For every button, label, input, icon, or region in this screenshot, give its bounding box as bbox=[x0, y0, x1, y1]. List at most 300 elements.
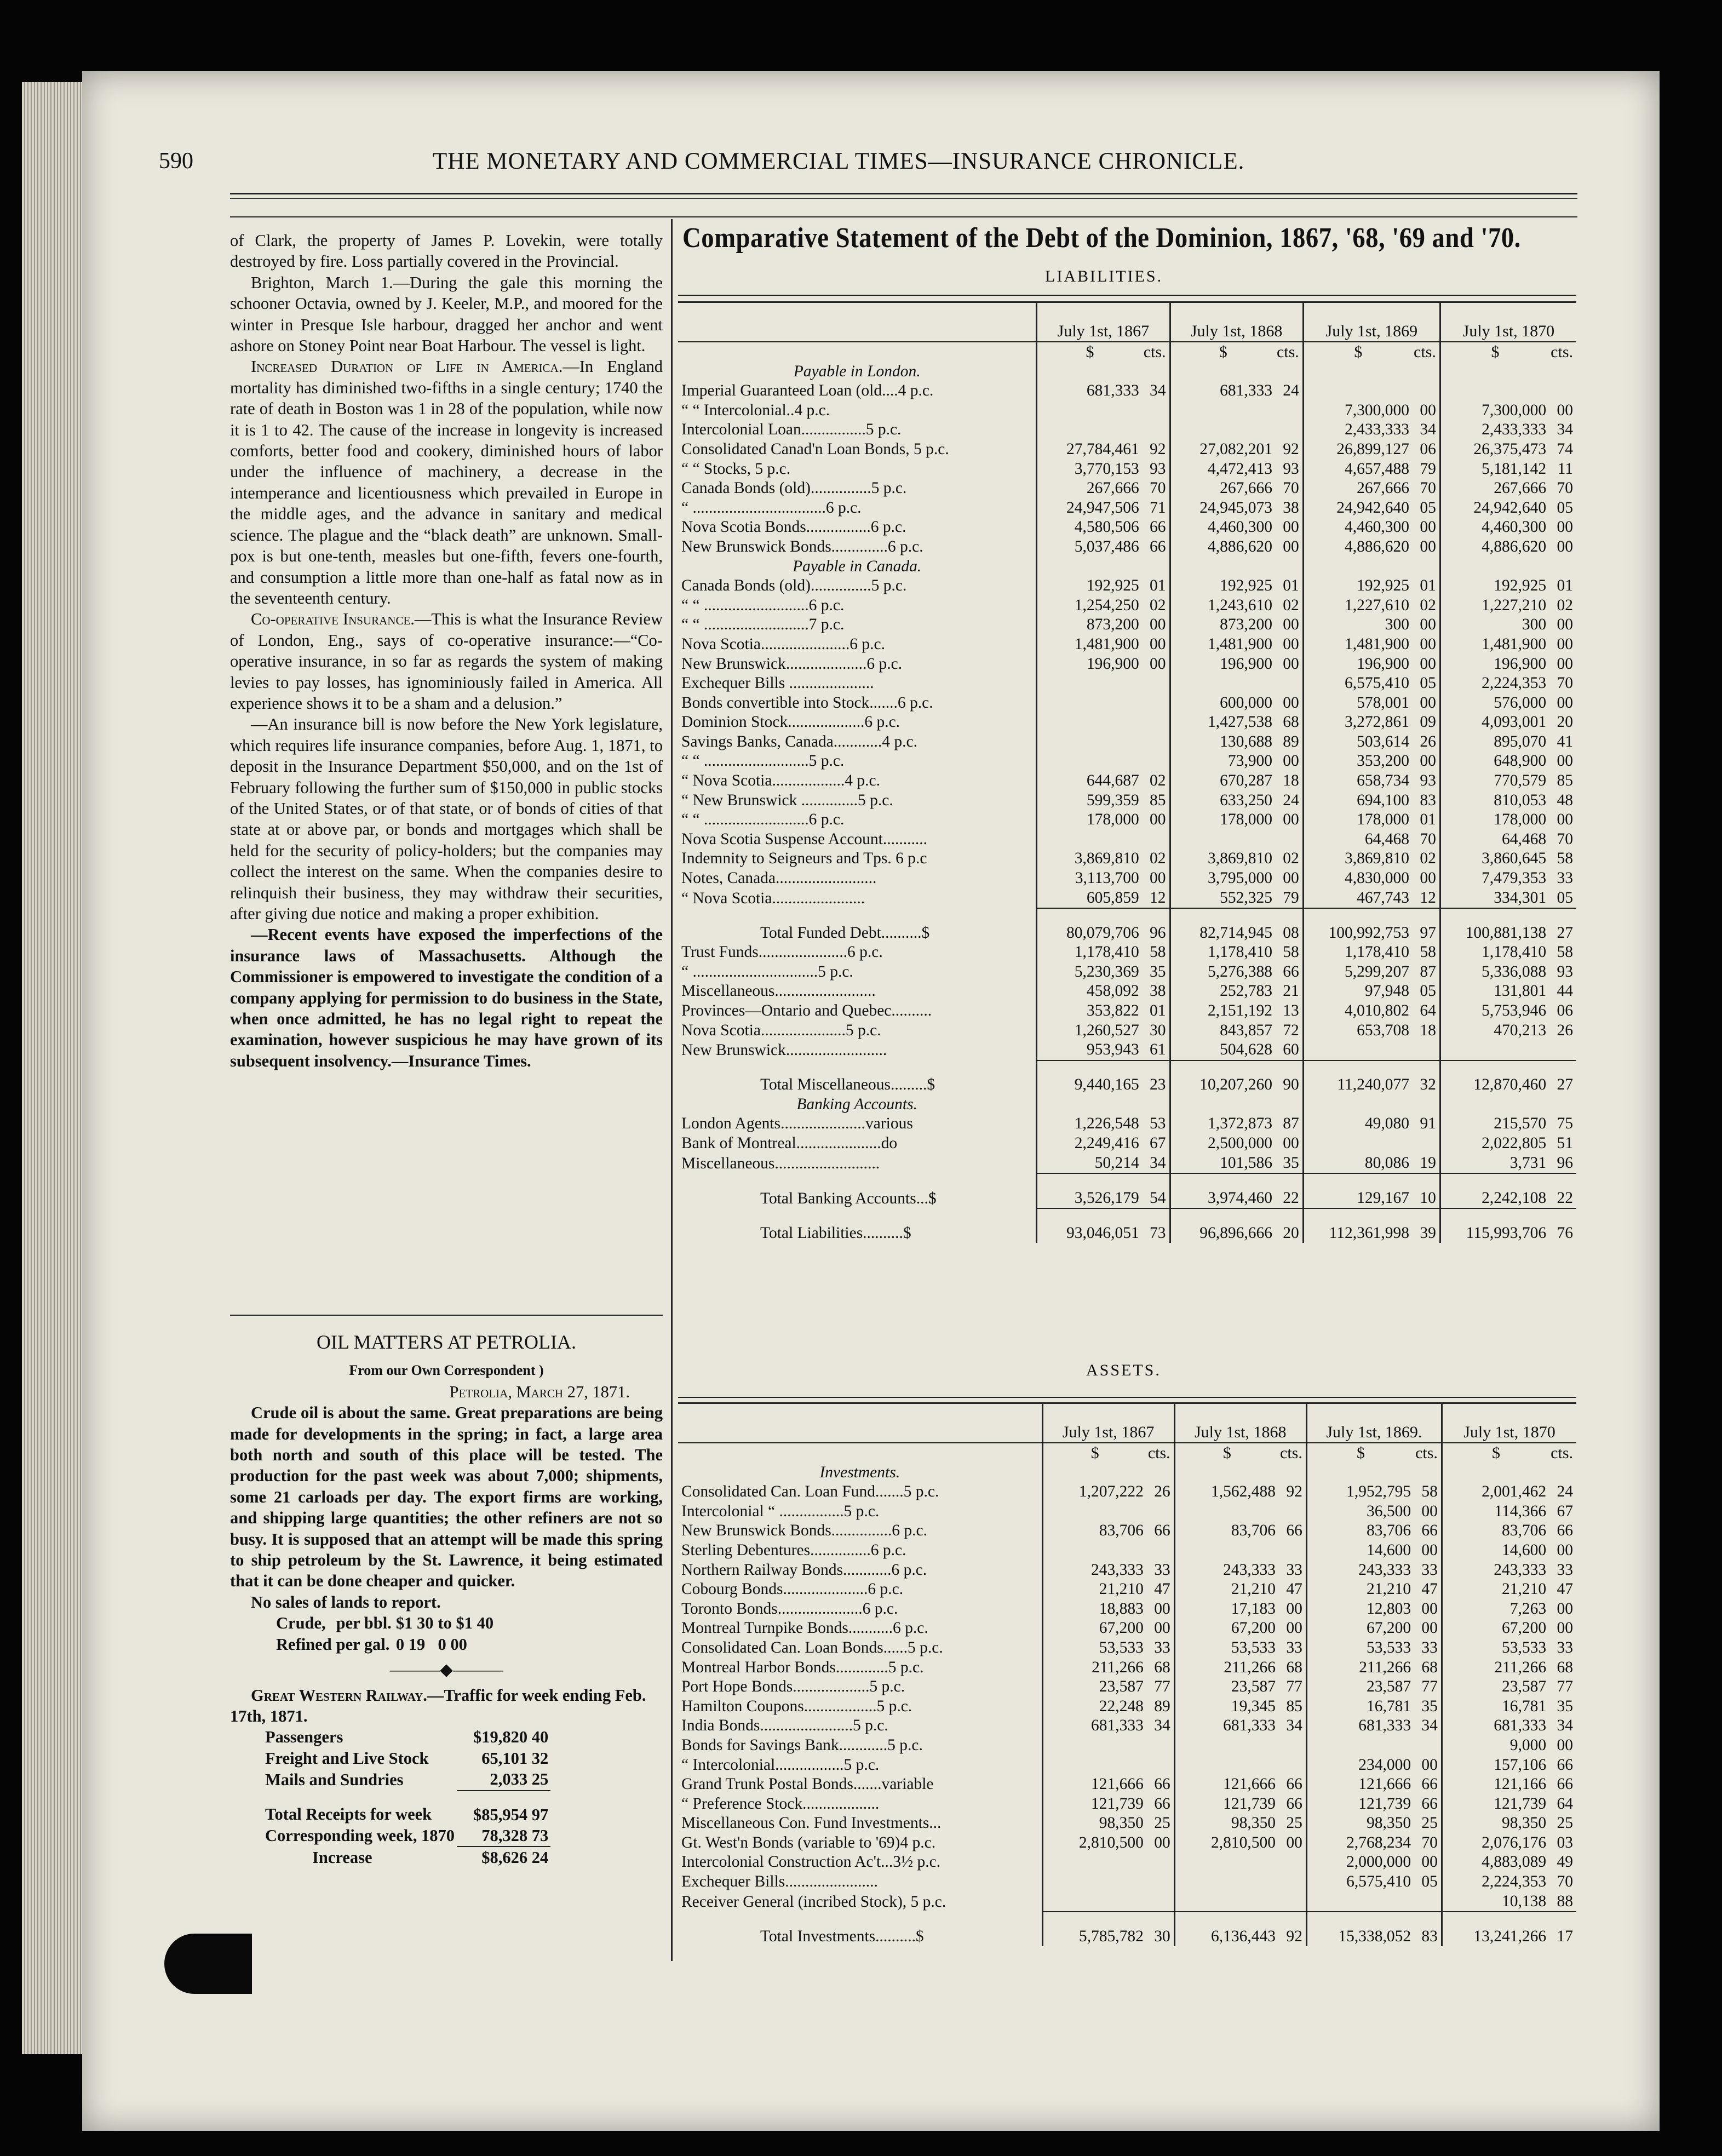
row-label: Nova Scotia.....................5 p.c. bbox=[681, 1021, 881, 1039]
dollars-cell: 196,900 bbox=[1303, 655, 1413, 674]
table-row bbox=[678, 674, 1576, 693]
dollars-cell: 3,770,153 bbox=[1037, 460, 1143, 479]
cents-cell: 25 bbox=[1421, 1814, 1438, 1832]
cents-cell bbox=[1413, 1134, 1440, 1154]
dollars-cell: 93,046,051 bbox=[1037, 1208, 1143, 1243]
dollars-cell: 196,900 bbox=[1440, 655, 1549, 674]
dollars-cell: 653,708 bbox=[1303, 1021, 1413, 1041]
row-label: Exchequer Bills....................... bbox=[681, 1873, 878, 1891]
cents-cell bbox=[1276, 420, 1303, 440]
dollars-cell: 67,200 bbox=[1042, 1619, 1147, 1638]
dollars-cell: 192,925 bbox=[1440, 576, 1549, 596]
dollars-cell: 36,500 bbox=[1306, 1502, 1414, 1522]
dollars-cell: 64,468 bbox=[1303, 830, 1413, 850]
cents-cell: 49 bbox=[1557, 1853, 1573, 1871]
dollars-cell bbox=[1037, 752, 1143, 771]
cents-cell: 70 bbox=[1557, 1873, 1573, 1891]
dollars-cell: 178,000 bbox=[1037, 810, 1143, 830]
cents-cell: 35 bbox=[1283, 1154, 1299, 1172]
table-row bbox=[678, 752, 1576, 771]
cents-cell: 33 bbox=[1421, 1638, 1438, 1656]
cents-cell bbox=[1147, 1756, 1174, 1775]
dollars-cell: 578,001 bbox=[1303, 693, 1413, 713]
cents-cell: 30 bbox=[1150, 1021, 1166, 1039]
cents-cell: 64 bbox=[1557, 1794, 1573, 1813]
row-label: “ “ Stocks, 5 p.c. bbox=[681, 460, 791, 478]
dollars-cell: 121,739 bbox=[1442, 1794, 1549, 1814]
dollars-cell bbox=[1037, 713, 1143, 732]
dollars-cell bbox=[1174, 1736, 1279, 1756]
dollars-cell bbox=[1042, 1541, 1147, 1561]
table-row bbox=[678, 576, 1576, 596]
cents-cell: 70 bbox=[1557, 479, 1573, 497]
dollars-cell: 3,869,810 bbox=[1170, 849, 1276, 869]
cents-cell: 66 bbox=[1150, 518, 1166, 536]
date-column-header: July 1st, 1869. bbox=[1306, 1403, 1442, 1443]
cents-cell: 02 bbox=[1150, 596, 1166, 614]
cents-cell: 00 bbox=[1420, 693, 1436, 712]
traffic-total-row bbox=[263, 1791, 550, 1825]
cents-cell bbox=[1147, 1892, 1174, 1912]
section-row bbox=[678, 1095, 1576, 1115]
dollars-cell: 5,230,369 bbox=[1037, 962, 1143, 982]
cents-cell: 54 bbox=[1143, 1173, 1170, 1208]
cents-cell: 91 bbox=[1420, 1115, 1436, 1133]
cents-cell: 70 bbox=[1420, 479, 1436, 497]
cents-cell: 79 bbox=[1420, 460, 1436, 478]
cents-cell: 06 bbox=[1557, 1002, 1573, 1019]
cents-cell bbox=[1143, 752, 1170, 771]
dollars-cell: 503,614 bbox=[1303, 732, 1413, 752]
traffic-label: Passengers bbox=[265, 1728, 343, 1747]
cents-cell: 17 bbox=[1549, 1912, 1576, 1946]
dollars-cell: 6,575,410 bbox=[1306, 1872, 1414, 1892]
units-row bbox=[678, 342, 1576, 362]
cents-cell: 00 bbox=[1283, 537, 1299, 555]
row-label: Gt. West'n Bonds (variable to '69)4 p.c. bbox=[681, 1833, 936, 1851]
dollars-cell: 658,734 bbox=[1303, 771, 1413, 791]
cents-cell: 67 bbox=[1150, 1134, 1166, 1152]
dollars-cell: 157,106 bbox=[1442, 1756, 1549, 1775]
cents-cell: 73 bbox=[1143, 1208, 1170, 1243]
cents-cell bbox=[1414, 1892, 1442, 1912]
dollars-cell: 1,481,900 bbox=[1037, 635, 1143, 655]
cents-cell: 76 bbox=[1549, 1208, 1576, 1243]
cents-cell: 35 bbox=[1421, 1697, 1438, 1715]
dollars-cell: 12,870,460 bbox=[1440, 1060, 1549, 1095]
row-label: India Bonds.......................5 p.c. bbox=[681, 1717, 888, 1735]
cents-cell bbox=[1413, 362, 1440, 382]
cents-cell: 00 bbox=[1421, 1756, 1438, 1774]
cents-cell bbox=[1279, 1756, 1306, 1775]
cents-cell: 08 bbox=[1276, 908, 1303, 943]
date-column-header: July 1st, 1868 bbox=[1170, 302, 1303, 342]
row-label: Exchequer Bills ..................... bbox=[681, 674, 874, 692]
cents-cell: 66 bbox=[1154, 1522, 1170, 1540]
cents-cell: 96 bbox=[1557, 1154, 1573, 1172]
dollars-cell bbox=[1037, 557, 1143, 577]
cents-cell: 93 bbox=[1150, 460, 1166, 478]
dollars-cell: 4,460,300 bbox=[1170, 518, 1276, 537]
cents-cell: 34 bbox=[1421, 1717, 1438, 1735]
cents-cell: 34 bbox=[1154, 1717, 1170, 1735]
cents-cell: 77 bbox=[1286, 1678, 1302, 1696]
dollars-cell: 467,743 bbox=[1303, 888, 1413, 909]
dollars-cell: 267,666 bbox=[1170, 479, 1276, 498]
dollars-cell: 53,533 bbox=[1442, 1638, 1549, 1658]
cents-cell: 18 bbox=[1420, 1021, 1436, 1039]
cents-cell: 70 bbox=[1557, 830, 1573, 848]
cents-cell: 61 bbox=[1150, 1041, 1166, 1059]
cents-cell: 02 bbox=[1150, 850, 1166, 868]
cents-cell: 02 bbox=[1283, 850, 1299, 868]
cents-cell: 00 bbox=[1421, 1502, 1438, 1520]
table-row bbox=[678, 1561, 1576, 1580]
cents-cell: 00 bbox=[1154, 1599, 1170, 1618]
cents-cell: 00 bbox=[1283, 616, 1299, 634]
dollars-cell: 23,587 bbox=[1442, 1677, 1549, 1697]
dollars-cell: 13,241,266 bbox=[1442, 1912, 1549, 1946]
oil-matters-article bbox=[230, 1328, 663, 1868]
dollars-cell: 12,803 bbox=[1306, 1599, 1414, 1619]
dollars-cell bbox=[1037, 1095, 1143, 1115]
cents-cell: 00 bbox=[1420, 635, 1436, 653]
cents-cell bbox=[1276, 674, 1303, 693]
cents-cell: 88 bbox=[1557, 1892, 1573, 1910]
table-row bbox=[678, 518, 1576, 537]
row-label: New Brunswick Bonds..............6 p.c. bbox=[681, 537, 923, 555]
dollars-cell: 1,481,900 bbox=[1170, 635, 1276, 655]
longevity-heading: Increased Duration of Life in America. bbox=[251, 357, 563, 376]
cents-cell: 71 bbox=[1150, 498, 1166, 517]
label-header bbox=[678, 1403, 1042, 1443]
table-row bbox=[678, 1541, 1576, 1561]
dollars-cell: 16,781 bbox=[1442, 1697, 1549, 1717]
dollars-cell: 2,249,416 bbox=[1037, 1134, 1143, 1154]
dollars-cell: 1,178,410 bbox=[1037, 943, 1143, 962]
row-label: “ “ ..........................6 p.c. bbox=[681, 596, 845, 614]
assets-heading: ASSETS. bbox=[1086, 1361, 1161, 1379]
cents-cell: 00 bbox=[1557, 518, 1573, 536]
price-low: $1 30 bbox=[395, 1614, 434, 1633]
dollar-unit: $ bbox=[1306, 1443, 1414, 1463]
cents-cell: 00 bbox=[1557, 1541, 1573, 1559]
cents-cell: 89 bbox=[1154, 1697, 1170, 1715]
dollars-cell: 1,372,873 bbox=[1170, 1114, 1276, 1134]
traffic-total-row bbox=[263, 1825, 550, 1847]
row-label: Provinces—Ontario and Quebec.......... bbox=[681, 1002, 932, 1019]
dollars-cell: 5,037,486 bbox=[1037, 537, 1143, 557]
cents-cell: 67 bbox=[1557, 1502, 1573, 1520]
cents-cell: 33 bbox=[1154, 1561, 1170, 1579]
table-row bbox=[678, 1833, 1576, 1853]
dollars-cell: 2,768,234 bbox=[1306, 1833, 1414, 1853]
row-label: Bonds for Savings Bank............5 p.c. bbox=[681, 1736, 923, 1754]
table-row bbox=[678, 1853, 1576, 1872]
dollars-cell bbox=[1042, 1892, 1147, 1912]
cents-cell: 77 bbox=[1421, 1678, 1438, 1696]
cents-cell: 68 bbox=[1154, 1658, 1170, 1676]
dollars-cell: 15,338,052 bbox=[1306, 1912, 1414, 1946]
dollars-cell bbox=[1037, 362, 1143, 382]
table-row bbox=[678, 1521, 1576, 1541]
cents-cell: 20 bbox=[1557, 713, 1573, 731]
row-label: Miscellaneous......................... bbox=[681, 982, 876, 1000]
great-western-text: —Traffic for week ending Feb. 17th, 1871. bbox=[230, 1685, 646, 1725]
cents-cell bbox=[1279, 1736, 1306, 1756]
oil-dateline: Petrolia, March 27, 1871. bbox=[449, 1382, 630, 1401]
dollars-cell bbox=[1440, 381, 1549, 401]
dollars-cell: 24,942,640 bbox=[1440, 498, 1549, 518]
table-row bbox=[678, 381, 1576, 401]
total-row bbox=[678, 1912, 1576, 1946]
cents-cell: 66 bbox=[1286, 1522, 1302, 1540]
dollars-cell: 1,254,250 bbox=[1037, 596, 1143, 616]
table-row bbox=[678, 1599, 1576, 1619]
row-label: Receiver General (incribed Stock), 5 p.c. bbox=[681, 1893, 946, 1911]
dollars-cell: 243,333 bbox=[1442, 1561, 1549, 1580]
cents-cell: 00 bbox=[1421, 1619, 1438, 1637]
table-row bbox=[678, 401, 1576, 421]
table-row bbox=[678, 810, 1576, 830]
table-row bbox=[678, 1001, 1576, 1021]
cents-cell: 66 bbox=[1421, 1522, 1438, 1540]
dollars-cell: 4,010,802 bbox=[1303, 1001, 1413, 1021]
dollars-cell: 648,900 bbox=[1440, 752, 1549, 771]
table-row bbox=[678, 771, 1576, 791]
cents-unit: cts. bbox=[1143, 343, 1166, 361]
great-western-heading: Great Western Railway. bbox=[251, 1685, 427, 1705]
cents-cell bbox=[1413, 1040, 1440, 1060]
cents-cell: 02 bbox=[1420, 850, 1436, 868]
dollars-cell bbox=[1303, 1095, 1413, 1115]
dollars-cell: 196,900 bbox=[1170, 655, 1276, 674]
row-label: Nova Scotia......................6 p.c. bbox=[681, 635, 885, 653]
book-page-edges bbox=[22, 82, 88, 2054]
left-column-text bbox=[230, 230, 663, 1071]
table-row bbox=[678, 1736, 1576, 1756]
row-label: Total Miscellaneous.........$ bbox=[760, 1076, 935, 1094]
cents-cell: 34 bbox=[1286, 1717, 1302, 1735]
cents-cell: 92 bbox=[1150, 440, 1166, 458]
dollars-cell: 3,526,179 bbox=[1037, 1173, 1143, 1208]
dollars-cell bbox=[1042, 1756, 1147, 1775]
dollars-cell: 2,810,500 bbox=[1042, 1833, 1147, 1853]
cents-cell: 00 bbox=[1283, 1134, 1299, 1152]
dollars-cell: 53,533 bbox=[1042, 1638, 1147, 1658]
section-label: Payable in Canada. bbox=[793, 557, 922, 575]
dollars-cell: 192,925 bbox=[1303, 576, 1413, 596]
dollars-cell: 5,181,142 bbox=[1440, 460, 1549, 479]
dollars-cell: 9,440,165 bbox=[1037, 1060, 1143, 1095]
dollars-cell: 1,227,210 bbox=[1440, 596, 1549, 616]
row-label: New Brunswick Bonds...............6 p.c. bbox=[681, 1522, 928, 1540]
cents-cell: 00 bbox=[1421, 1541, 1438, 1559]
cents-cell: 00 bbox=[1286, 1833, 1302, 1851]
section-row bbox=[678, 557, 1576, 577]
table-row bbox=[678, 1502, 1576, 1522]
cents-cell bbox=[1276, 1095, 1303, 1115]
dollars-cell bbox=[1174, 1541, 1279, 1561]
cents-cell: 11 bbox=[1557, 460, 1573, 478]
cents-cell: 00 bbox=[1150, 616, 1166, 634]
row-label: Hamilton Coupons..................5 p.c. bbox=[681, 1697, 912, 1715]
brighton-paragraph: Brighton, March 1.—During the gale this morning the schooner Octavia, owned by J. Keeler, M.P., and moored for the winter in Presque Isle harbour, dragged her anchor and went ashore on Stoney Point near Boat Harbour. The vessel is light. bbox=[230, 273, 663, 355]
cents-cell: 00 bbox=[1557, 811, 1573, 829]
dollars-cell bbox=[1303, 557, 1413, 577]
cents-cell: 47 bbox=[1154, 1580, 1170, 1598]
dollars-cell: 895,070 bbox=[1440, 732, 1549, 752]
cents-cell: 26 bbox=[1154, 1483, 1170, 1501]
date-column-header: July 1st, 1867 bbox=[1042, 1403, 1174, 1443]
dollars-cell: 770,579 bbox=[1440, 771, 1549, 791]
assets-rule bbox=[678, 1397, 1576, 1398]
dollars-cell: 98,350 bbox=[1442, 1814, 1549, 1833]
header-rule-thin bbox=[230, 198, 1577, 199]
cents-unit: cts. bbox=[1276, 343, 1299, 361]
dollars-cell: 67,200 bbox=[1442, 1619, 1549, 1638]
cents-cell: 05 bbox=[1421, 1873, 1438, 1891]
cents-cell bbox=[1276, 401, 1303, 421]
dollars-cell: 19,345 bbox=[1174, 1697, 1279, 1717]
dollars-cell bbox=[1303, 362, 1413, 382]
dollars-cell: 2,151,192 bbox=[1170, 1001, 1276, 1021]
cents-cell: 39 bbox=[1413, 1208, 1440, 1243]
cents-cell bbox=[1279, 1463, 1306, 1483]
column-header-row bbox=[678, 302, 1576, 342]
table-row bbox=[678, 1794, 1576, 1814]
dollar-unit: $ bbox=[1442, 1443, 1549, 1463]
cents-cell bbox=[1147, 1872, 1174, 1892]
cents-cell bbox=[1147, 1736, 1174, 1756]
traffic-total-value: $85,954 97 bbox=[473, 1805, 549, 1824]
dollars-cell: 267,666 bbox=[1440, 479, 1549, 498]
dollars-cell bbox=[1042, 1463, 1147, 1483]
cents-cell bbox=[1279, 1892, 1306, 1912]
dollars-cell: 4,883,089 bbox=[1442, 1853, 1549, 1872]
dollars-cell: 681,333 bbox=[1037, 381, 1143, 401]
dollars-cell: 3,731 bbox=[1440, 1154, 1549, 1174]
row-label: Intercolonial Construction Ac't...3½ p.c. bbox=[681, 1853, 941, 1871]
cents-cell: 00 bbox=[1420, 616, 1436, 634]
dollars-cell: 353,822 bbox=[1037, 1001, 1143, 1021]
dollars-cell bbox=[1306, 1736, 1414, 1756]
cents-cell: 33 bbox=[1557, 1561, 1573, 1579]
traffic-total-row bbox=[263, 1847, 550, 1868]
cents-cell: 34 bbox=[1150, 382, 1166, 400]
dollars-cell: 121,166 bbox=[1442, 1775, 1549, 1794]
cents-cell: 66 bbox=[1557, 1775, 1573, 1793]
dollars-cell bbox=[1037, 693, 1143, 713]
section-row bbox=[678, 362, 1576, 382]
traffic-row bbox=[263, 1769, 550, 1790]
cents-cell bbox=[1147, 1502, 1174, 1522]
dollars-cell: 96,896,666 bbox=[1170, 1208, 1276, 1243]
table-row bbox=[678, 635, 1576, 655]
cents-cell: 00 bbox=[1420, 537, 1436, 555]
cents-cell: 00 bbox=[1283, 811, 1299, 829]
cents-cell: 00 bbox=[1286, 1619, 1302, 1637]
dollars-cell: 27,082,201 bbox=[1170, 440, 1276, 460]
cents-cell: 35 bbox=[1557, 1697, 1573, 1715]
table-row bbox=[678, 460, 1576, 479]
dollars-cell: 873,200 bbox=[1170, 615, 1276, 635]
dollars-cell: 470,213 bbox=[1440, 1021, 1549, 1041]
ornamental-rule: ———◆——— bbox=[389, 1660, 503, 1679]
liabilities-rule bbox=[678, 295, 1576, 296]
cents-cell bbox=[1413, 1095, 1440, 1115]
cents-cell: 00 bbox=[1150, 655, 1166, 673]
cents-cell: 66 bbox=[1150, 537, 1166, 555]
row-label: Consolidated Canad'n Loan Bonds, 5 p.c. bbox=[681, 440, 949, 458]
traffic-row bbox=[263, 1727, 550, 1747]
dollars-cell: 1,562,488 bbox=[1174, 1482, 1279, 1502]
dollars-cell: 633,250 bbox=[1170, 791, 1276, 811]
cents-cell bbox=[1279, 1853, 1306, 1872]
table-row bbox=[678, 982, 1576, 1001]
table-row bbox=[678, 830, 1576, 850]
dollars-cell: 552,325 bbox=[1170, 888, 1276, 909]
cents-cell: 03 bbox=[1557, 1833, 1573, 1851]
dollars-cell: 4,472,413 bbox=[1170, 460, 1276, 479]
table-row bbox=[678, 1814, 1576, 1833]
cents-cell: 83 bbox=[1414, 1912, 1442, 1946]
price-high: 0 00 bbox=[438, 1635, 467, 1654]
table-row bbox=[678, 537, 1576, 557]
table-row bbox=[678, 869, 1576, 888]
dollars-cell: 7,479,353 bbox=[1440, 869, 1549, 888]
dollars-cell bbox=[1170, 1095, 1276, 1115]
dollars-cell: 3,860,645 bbox=[1440, 849, 1549, 869]
dollars-cell: 215,570 bbox=[1440, 1114, 1549, 1134]
dollars-cell: 681,333 bbox=[1042, 1716, 1147, 1736]
table-row bbox=[678, 655, 1576, 674]
dollars-cell: 196,900 bbox=[1037, 655, 1143, 674]
row-label: Savings Banks, Canada............4 p.c. bbox=[681, 732, 917, 750]
dollars-cell: 211,266 bbox=[1174, 1658, 1279, 1678]
dollars-cell: 131,801 bbox=[1440, 982, 1549, 1001]
statement-title: Comparative Statement of the Debt of the Dominion, 1867, '68, '69 and '70. bbox=[682, 222, 1521, 254]
date-column-header: July 1st, 1869 bbox=[1303, 302, 1440, 342]
cents-cell bbox=[1143, 420, 1170, 440]
cents-cell: 00 bbox=[1420, 518, 1436, 536]
cents-cell: 64 bbox=[1420, 1002, 1436, 1019]
dollars-cell bbox=[1440, 362, 1549, 382]
dollars-cell: 211,266 bbox=[1042, 1658, 1147, 1678]
cents-unit: cts. bbox=[1551, 343, 1573, 361]
traffic-row bbox=[263, 1748, 550, 1769]
longevity-paragraph bbox=[230, 356, 663, 609]
cents-cell: 26 bbox=[1420, 732, 1436, 750]
cents-cell bbox=[1143, 830, 1170, 850]
cents-cell: 92 bbox=[1283, 440, 1299, 458]
dollar-unit: $ bbox=[1042, 1443, 1147, 1463]
dollars-cell bbox=[1440, 1095, 1549, 1115]
cents-unit: cts. bbox=[1147, 1444, 1170, 1462]
cents-cell bbox=[1143, 401, 1170, 421]
traffic-total-value: 78,328 73 bbox=[457, 1825, 550, 1847]
row-label: Montreal Harbor Bonds.............5 p.c. bbox=[681, 1658, 924, 1676]
dollars-cell: 130,688 bbox=[1170, 732, 1276, 752]
dollars-cell: 334,301 bbox=[1440, 888, 1549, 909]
cents-cell: 27 bbox=[1549, 1060, 1576, 1095]
dollars-cell: 4,830,000 bbox=[1303, 869, 1413, 888]
dollars-cell: 83,706 bbox=[1174, 1521, 1279, 1541]
cents-cell: 00 bbox=[1421, 1599, 1438, 1618]
dollars-cell: 21,210 bbox=[1042, 1580, 1147, 1599]
cents-cell: 13 bbox=[1283, 1002, 1299, 1019]
dollars-cell bbox=[1170, 557, 1276, 577]
